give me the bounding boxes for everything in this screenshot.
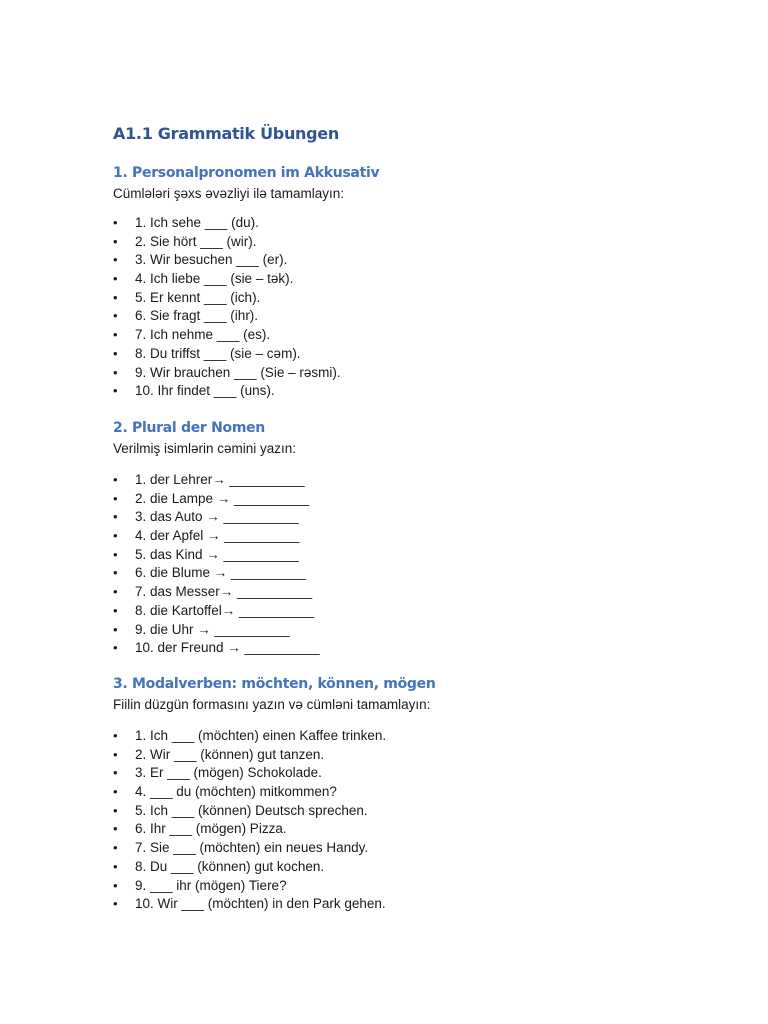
- list-item: [113, 490, 713, 509]
- section-heading: 1. Personalpronomen im Akkusativ: [113, 165, 380, 181]
- bullet-icon: •: [113, 215, 118, 230]
- list-item: [113, 364, 713, 383]
- exercise-text: 7. das Messer→ __________: [135, 584, 313, 600]
- list-item: [113, 639, 713, 658]
- exercise-text: 2. die Lampe → __________: [135, 490, 310, 506]
- bullet-icon: •: [113, 528, 118, 544]
- list-item: [113, 602, 713, 621]
- bullet-icon: •: [113, 621, 118, 637]
- exercise-text: 2. Wir ___ (können) gut tanzen.: [135, 746, 325, 762]
- list-item: [113, 471, 713, 490]
- exercise-text: 10. Ihr findet ___ (uns).: [135, 383, 275, 399]
- exercise-text: 3. Er ___ (mögen) Schokolade.: [135, 765, 322, 781]
- document-title: A1.1 Grammatik Übungen: [113, 124, 339, 143]
- list-item: [113, 895, 713, 914]
- bullet-icon: •: [113, 840, 118, 856]
- exercise-text: 7. Ich nehme ___ (es).: [135, 327, 271, 343]
- section-heading: 2. Plural der Nomen: [113, 420, 265, 436]
- exercise-text: 1. der Lehrer→ __________: [135, 472, 305, 487]
- exercise-text: 6. Ihr ___ (mögen) Pizza.: [135, 821, 287, 837]
- list-item: [113, 783, 713, 802]
- list-item: [113, 326, 713, 345]
- bullet-icon: •: [113, 821, 118, 837]
- bullet-icon: •: [113, 877, 118, 893]
- list-item: [113, 546, 713, 565]
- exercise-text: 5. Er kennt ___ (ich).: [135, 289, 261, 305]
- bullet-icon: •: [113, 602, 118, 618]
- list-item: [113, 345, 713, 364]
- list-item: [113, 289, 713, 308]
- bullet-icon: •: [113, 858, 118, 874]
- exercise-text: 9. Wir brauchen ___ (Sie – rəsmi).: [135, 364, 341, 380]
- exercise-list: [113, 471, 713, 658]
- list-item: [113, 727, 713, 746]
- exercise-text: 3. Wir besuchen ___ (er).: [135, 252, 288, 268]
- list-item: [113, 251, 713, 270]
- bullet-icon: •: [113, 308, 118, 324]
- bullet-icon: •: [113, 289, 118, 305]
- exercise-text: 9. die Uhr → __________: [135, 621, 290, 637]
- list-item: [113, 820, 713, 839]
- exercise-list: [113, 727, 713, 914]
- exercise-text: 10. der Freund → __________: [135, 640, 320, 656]
- section-instruction: Verilmiş isimlərin cəmini yazın:: [113, 441, 297, 456]
- bullet-icon: •: [113, 584, 118, 600]
- exercise-text: 4. der Apfel → __________: [135, 528, 300, 544]
- bullet-icon: •: [113, 802, 118, 818]
- list-item: [113, 527, 713, 546]
- list-item: [113, 764, 713, 783]
- list-item: [113, 233, 713, 252]
- exercise-text: 10. Wir ___ (möchten) in den Park gehen.: [135, 896, 386, 912]
- exercise-text: 4. ___ du (möchten) mitkommen?: [135, 784, 337, 800]
- list-item: [113, 858, 713, 877]
- bullet-icon: •: [113, 746, 118, 762]
- bullet-icon: •: [113, 233, 118, 249]
- exercise-text: 1. Ich sehe ___ (du).: [135, 215, 259, 230]
- bullet-icon: •: [113, 345, 118, 361]
- bullet-icon: •: [113, 565, 118, 581]
- bullet-icon: •: [113, 546, 118, 562]
- exercise-text: 8. Du triffst ___ (sie – cəm).: [135, 345, 301, 361]
- exercise-text: 6. Sie fragt ___ (ihr).: [135, 308, 259, 324]
- exercise-list: [113, 214, 713, 401]
- list-item: [113, 214, 713, 233]
- bullet-icon: •: [113, 364, 118, 380]
- exercise-text: 7. Sie ___ (möchten) ein neues Handy.: [135, 840, 369, 856]
- list-item: [113, 802, 713, 821]
- list-item: [113, 746, 713, 765]
- section-heading: 3. Modalverben: möchten, können, mögen: [113, 676, 436, 692]
- section-personalpronomen: [113, 162, 713, 401]
- bullet-icon: •: [113, 509, 118, 525]
- list-item: [113, 877, 713, 896]
- list-item: [113, 270, 713, 289]
- bullet-icon: •: [113, 640, 118, 656]
- section-plural-der-nomen: [113, 417, 713, 658]
- exercise-text: 9. ___ ihr (mögen) Tiere?: [135, 877, 287, 893]
- list-item: [113, 583, 713, 602]
- bullet-icon: •: [113, 271, 118, 287]
- exercise-text: 6. die Blume → __________: [135, 565, 307, 581]
- exercise-text: 1. Ich ___ (möchten) einen Kaffee trinken.: [135, 728, 387, 743]
- bullet-icon: •: [113, 252, 118, 268]
- bullet-icon: •: [113, 765, 118, 781]
- list-item: [113, 307, 713, 326]
- section-instruction: Fiilin düzgün formasını yazın və cümləni tamamlayın:: [113, 697, 431, 712]
- exercise-text: 5. das Kind → __________: [135, 546, 299, 562]
- bullet-icon: •: [113, 383, 118, 399]
- bullet-icon: •: [113, 490, 118, 506]
- list-item: [113, 564, 713, 583]
- exercise-text: 8. Du ___ (können) gut kochen.: [135, 858, 325, 874]
- exercise-text: 4. Ich liebe ___ (sie – tək).: [135, 271, 294, 287]
- exercise-text: 8. die Kartoffel→ __________: [135, 602, 315, 618]
- bullet-icon: •: [113, 728, 118, 743]
- section-modalverben: [113, 673, 713, 914]
- bullet-icon: •: [113, 784, 118, 800]
- bullet-icon: •: [113, 896, 118, 912]
- exercise-text: 2. Sie hört ___ (wir).: [135, 233, 257, 249]
- list-item: [113, 382, 713, 401]
- section-instruction: Cümlələri şəxs əvəzliyi ilə tamamlayın:: [113, 186, 345, 201]
- list-item: [113, 839, 713, 858]
- bullet-icon: •: [113, 327, 118, 343]
- list-item: [113, 508, 713, 527]
- exercise-text: 3. das Auto → __________: [135, 509, 299, 525]
- list-item: [113, 621, 713, 640]
- bullet-icon: •: [113, 472, 118, 487]
- exercise-text: 5. Ich ___ (können) Deutsch sprechen.: [135, 802, 368, 818]
